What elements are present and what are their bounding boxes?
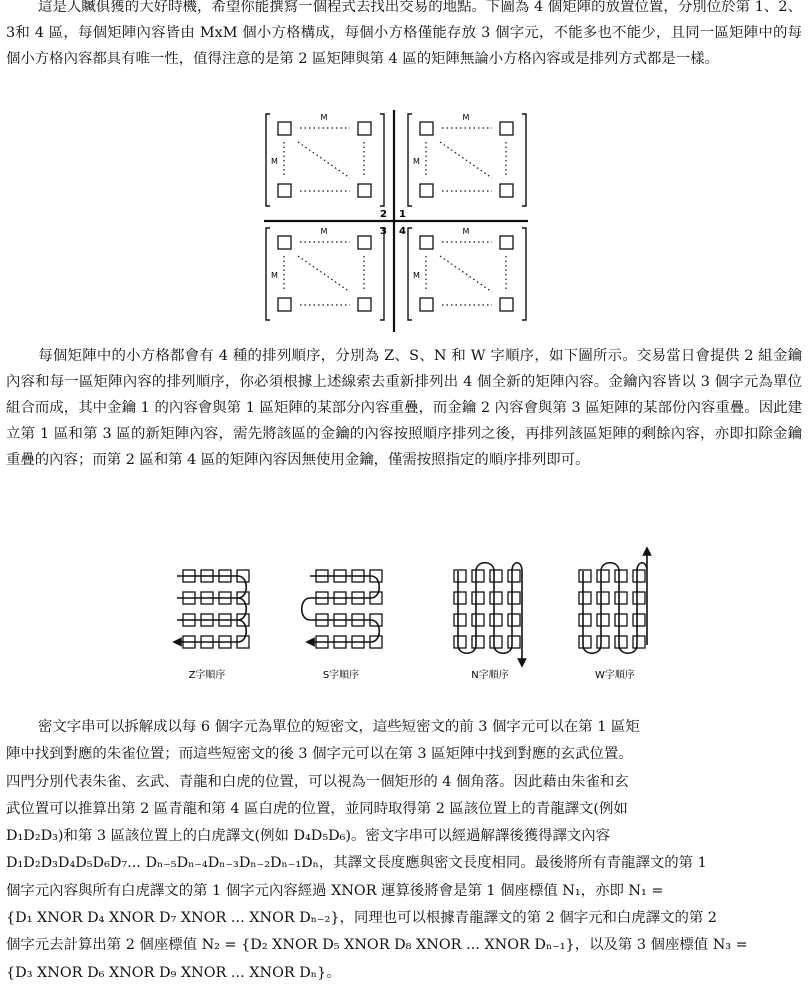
order-grid-4-cell	[579, 592, 591, 604]
quadrant-1-cell-2	[358, 122, 371, 135]
matrix-quadrants	[266, 113, 526, 320]
order-grid-3-cell	[490, 570, 502, 582]
quadrant-4-cell-4	[500, 298, 513, 311]
quadrant-1-cell-4	[358, 184, 371, 197]
order-grid-3-cell	[454, 570, 466, 582]
quadrant-2-left-bracket	[408, 114, 412, 206]
cipher-line-1: 密文字串可以拆解成以每 6 個字元為單位的短密文，這些短密文的前 3 個字元可以在第 1 區矩	[38, 719, 640, 735]
order-grid-3-cell	[508, 614, 520, 626]
quadrant-3-diagonal-dots	[298, 256, 350, 292]
order-grid-4-cell	[615, 614, 627, 626]
quadrant-4-size-label-top: M	[462, 227, 470, 236]
w-order-label: W字順序	[595, 670, 635, 681]
cipher-line-6: D₁D₂D₃D₄D₅D₆D₇... Dₙ₋₅Dₙ₋₄Dₙ₋₃Dₙ₋₂Dₙ₋₁Dₙ，其譯文長度應與密文長度相同。最後將所有青龍譯文的第 1	[6, 855, 707, 872]
order-grid-4-cell	[597, 592, 609, 604]
cipher-line-3: 四門分別代表朱雀、玄武、青龍和白虎的位置，可以視為一個矩形的 4 個角落。因此藉由朱雀和玄	[6, 773, 629, 790]
quadrant-2-size-label-top: M	[462, 113, 470, 122]
order-grid-4-cell	[579, 570, 591, 582]
order-grid-4-cell	[633, 614, 645, 626]
paragraph-cipher	[6, 714, 802, 987]
order-grid-3-cell	[472, 636, 484, 648]
s-order-label: S字順序	[322, 670, 360, 681]
order-grid-3-cell	[472, 614, 484, 626]
cipher-line-10: {D₃ XNOR D₆ XNOR D₉ XNOR ... XNOR Dₙ}。	[6, 964, 341, 981]
quadrant-1-size-label-left: M	[271, 157, 278, 166]
quadrant-2-diagonal-dots	[440, 142, 492, 178]
quadrant-label-1: 1	[399, 209, 406, 220]
order-grid-3-cell	[472, 570, 484, 582]
cipher-line-4: 武位置可以推算出第 2 區青龍和第 4 區白虎的位置，並同時取得第 2 區該位置上的青龍譯文(例如	[6, 800, 628, 817]
quadrant-3-cell-2	[358, 236, 371, 249]
paragraph-intro	[6, 0, 802, 72]
quadrant-4-left-bracket	[408, 228, 412, 320]
cipher-line-7: 個字元內容與所有白虎譯文的第 1 個字元內容經過 XNOR 運算後將會是第 1 個座標值 N₁，亦即 N₁ =	[6, 882, 664, 899]
quadrant-3-size-label-top: M	[320, 227, 328, 236]
s-order-path	[302, 576, 380, 642]
order-grid-4-cell	[615, 570, 627, 582]
order-grid-4-cell	[597, 570, 609, 582]
quadrant-label-3: 3	[380, 226, 387, 237]
order-grid-3-cell	[508, 570, 520, 582]
order-grid-4-cell	[597, 636, 609, 648]
quadrant-4-cell-3	[420, 298, 433, 311]
order-grid-3-cell	[454, 614, 466, 626]
paragraph-intro-text: 這是人贓俱獲的大好時機，希望你能撰寫一個程式去找出交易的地點。下圖為 4 個矩陣的放置位置，分別位於第 1、2、3和 4 區，每個矩陣內容皆由 MxM 個小方格構成，每個小方格僅能存放 3 個字元，不能多也不能少，且同一區矩陣中的每個小方格內容都具有唯一性，值得注意的是第 2 區矩陣與第 4 區的矩陣無論小方格內容或是排列方式都是一樣。	[6, 0, 802, 67]
quadrant-1-diagonal-dots	[298, 142, 350, 178]
quadrant-3-right-bracket	[380, 228, 384, 320]
z-order-label: Z字順序	[188, 670, 226, 681]
quadrant-2-right-bracket	[522, 114, 526, 206]
paragraph-orders-text: 每個矩陣中的小方格都會有 4 種的排列順序，分別為 Z、S、N 和 W 字順序，如下圖所示。交易當日會提供 2 組金鑰內容和每一區矩陣內容的排列順序，你必須根據上述線索去重新排列出 4 個全新的矩陣內容。金鑰內容皆以 3 個字元為單位組合而成，其中金鑰 1 的內容會與第 1 區矩陣的某部分內容重疊，而金鑰 2 內容會與第 3 區矩陣的某部份內容重疊。因此建立第 1 區和第 3 區的新矩陣內容，需先將該區的金鑰的內容按照順序排列之後，再排列該區矩陣的剩餘內容，亦即扣除金鑰重疊的內容；而第 2 區和第 4 區的矩陣內容因無使用金鑰，僅需按照指定的順序排列即可。	[6, 348, 802, 468]
quadrant-4-diagonal-dots	[440, 256, 492, 292]
order-grid-3-cell	[508, 636, 520, 648]
order-grid-4-cell	[579, 636, 591, 648]
order-grid-4-cell	[633, 570, 645, 582]
order-grid-4-cell	[597, 614, 609, 626]
order-grid-4-cell	[633, 636, 645, 648]
quadrant-2-cell-4	[500, 184, 513, 197]
quadrant-3-cell-4	[358, 298, 371, 311]
quadrant-3-left-bracket	[266, 228, 270, 320]
order-grid-3-cell	[490, 592, 502, 604]
order-grid-4-cell	[633, 592, 645, 604]
quadrant-label-4: 4	[399, 226, 406, 237]
quadrant-4-size-label-left: M	[413, 271, 420, 280]
z-order-path	[177, 576, 238, 642]
paragraph-orders	[6, 343, 802, 473]
order-grid-3-cell	[490, 614, 502, 626]
order-grid-3-cell	[454, 592, 466, 604]
quadrant-1-size-label-top: M	[320, 113, 328, 122]
quadrant-4-cell-1	[420, 236, 433, 249]
order-grid-3-cell	[472, 592, 484, 604]
quadrant-4-right-bracket	[522, 228, 526, 320]
quadrant-1-right-bracket	[380, 114, 384, 206]
order-grid-4-cell	[615, 592, 627, 604]
quadrant-label-2: 2	[380, 209, 387, 220]
quadrant-1-cell-1	[278, 122, 291, 135]
order-grid-3-cell	[490, 636, 502, 648]
quadrant-3-size-label-left: M	[271, 271, 278, 280]
order-patterns-figure	[165, 545, 675, 685]
cipher-line-8: {D₁ XNOR D₄ XNOR D₇ XNOR ... XNOR Dₙ₋₂}，同理也可以根據青龍譯文的第 2 個字元和白虎譯文的第 2	[6, 910, 717, 927]
quadrant-4-cell-2	[500, 236, 513, 249]
quadrant-2-cell-2	[500, 122, 513, 135]
n-order-label: N字順序	[471, 670, 509, 681]
cipher-line-5: D₁D₂D₃)和第 3 區該位置上的白虎譯文(例如 D₄D₅D₆)。密文字串可以經過解譯後獲得譯文內容	[6, 828, 611, 845]
order-grid-4-cell	[579, 614, 591, 626]
quadrant-1-cell-3	[278, 184, 291, 197]
order-grid-3-cell	[508, 592, 520, 604]
cipher-line-2: 陣中找到對應的朱雀位置；而這些短密文的後 3 個字元可以在第 3 區矩陣中找到對應的玄武位置。	[6, 746, 633, 763]
z-order-links	[238, 576, 246, 642]
quadrant-2-size-label-left: M	[413, 157, 420, 166]
quadrant-2-cell-3	[420, 184, 433, 197]
quadrant-3-cell-1	[278, 236, 291, 249]
quadrant-2-cell-1	[420, 122, 433, 135]
order-grid-3-cell	[454, 636, 466, 648]
order-grids	[183, 570, 645, 648]
order-grid-4-cell	[615, 636, 627, 648]
quadrant-3-cell-3	[278, 298, 291, 311]
matrix-quadrant-figure	[262, 108, 530, 334]
cipher-line-9: 個字元去計算出第 2 個座標值 N₂ = {D₂ XNOR D₅ XNOR D₈ XNOR ... XNOR Dₙ₋₁}，以及第 3 個座標值 N₃ =	[6, 937, 748, 954]
quadrant-1-left-bracket	[266, 114, 270, 206]
